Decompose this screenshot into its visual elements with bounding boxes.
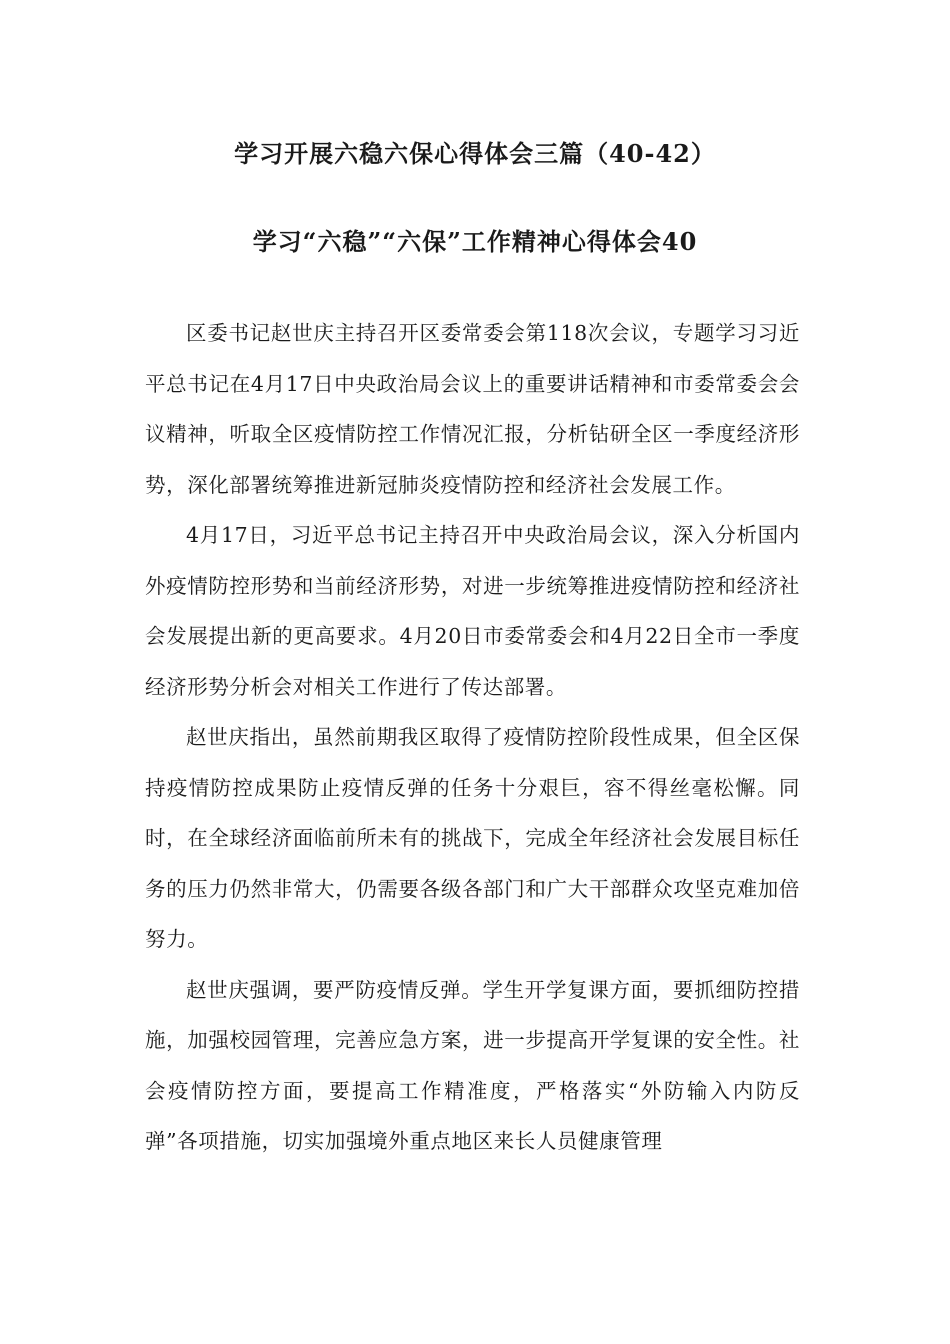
document-subtitle: 学习“六稳”“六保”工作精神心得体会40 bbox=[252, 227, 698, 256]
paragraph: 区委书记赵世庆主持召开区委常委会第118次会议，专题学习习近平总书记在4月17日中央政治局会议上的重要讲话精神和市委常委会会议精神，听取全区疫情防控工作情况汇报，分析钻研全区一季度经济形势，深化部署统筹推进新冠肺炎疫情防控和经济社会发展工作。 bbox=[145, 321, 800, 497]
paragraph: 赵世庆指出，虽然前期我区取得了疫情防控阶段性成果，但全区保持疫情防控成果防止疫情反弹的任务十分艰巨，容不得丝毫松懈。同时，在全球经济面临前所未有的挑战下，完成全年经济社会发展目标任务的压力仍然非常大，仍需要各级各部门和广大干部群众攻坚克难加倍努力。 bbox=[145, 725, 800, 951]
document-title: 学习开展六稳六保心得体会三篇（40-42） bbox=[234, 139, 716, 168]
paragraph: 赵世庆强调，要严防疫情反弹。学生开学复课方面，要抓细防控措施，加强校园管理，完善应急方案，进一步提高开学复课的安全性。社会疫情防控方面，要提高工作精准度，严格落实“外防输入内防反弹”各项措施，切实加强境外重点地区来长人员健康管理 bbox=[145, 977, 800, 1153]
paragraph: 4月17日，习近平总书记主持召开中央政治局会议，深入分析国内外疫情防控形势和当前经济形势，对进一步统筹推进疫情防控和经济社会发展提出新的更高要求。4月20日市委常委会和4月22日全市一季度经济形势分析会对相关工作进行了传达部署。 bbox=[145, 523, 800, 699]
document-body bbox=[145, 308, 800, 1167]
